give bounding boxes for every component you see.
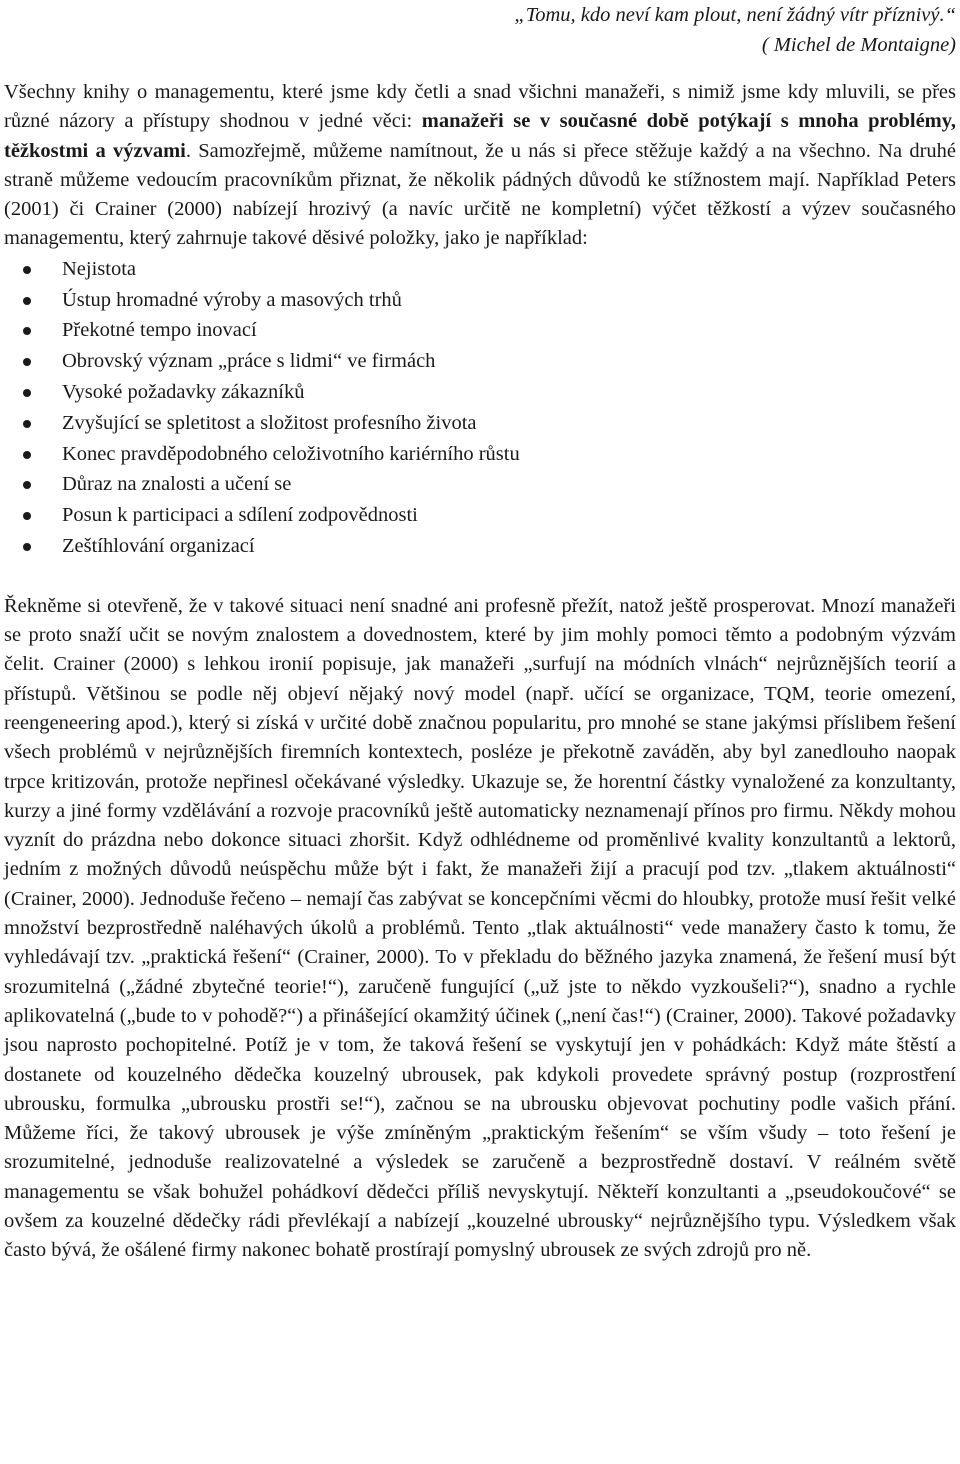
list-item (4, 346, 956, 377)
list-item-text: Důraz na znalosti a učení se (62, 473, 292, 496)
list-item-text: Ústup hromadné výroby a masových trhů (62, 288, 402, 311)
list-item (4, 439, 956, 470)
intro-bold-text: manažeři se v současné době potýkají s mnoha problémy, těžkostmi a výzvami (4, 110, 956, 162)
bullet-icon (23, 297, 31, 305)
quote-author: ( Michel de Montaigne) (761, 34, 956, 56)
list-item-text: Zeštíhlování organizací (62, 534, 255, 557)
list-item (4, 285, 956, 316)
bullet-icon (23, 266, 31, 274)
list-item-text: Konec pravděpodobného celoživotního kariérního růstu (62, 442, 520, 465)
bullet-icon (23, 512, 31, 520)
list-item-text: Nejistota (62, 257, 137, 280)
bullet-icon (23, 420, 31, 428)
list-item (4, 377, 956, 408)
intro-rest-text: . Samozřejmě, můžeme namítnout, že u nás si přece stěžuje každý a na všechno. Na druhé straně můžeme vedoucím pracovníkům přiznat, že několik pádných důvodů ke stížnostem mají. Například Peters (2001) či Crainer (2000) nabízejí hrozivý (a navíc určitě ne kompletní) výčet těžkostí a výzev současného managementu, který zahrnuje takové děsivé položky, jako je například: (4, 139, 956, 250)
list-item (4, 531, 956, 562)
list-item (4, 469, 956, 500)
document-page (4, 0, 956, 1266)
list-item (4, 500, 956, 531)
challenges-list (4, 254, 956, 562)
epigraph-quote (4, 0, 956, 60)
list-item-text: Překotné tempo inovací (62, 319, 257, 342)
bullet-icon (23, 451, 31, 459)
bullet-icon (23, 358, 31, 366)
list-item-text: Obrovský význam „práce s lidmi“ ve firmách (62, 350, 436, 373)
list-item-text: Vysoké požadavky zákazníků (62, 380, 305, 403)
bullet-icon (23, 543, 31, 551)
bullet-icon (23, 389, 31, 397)
main-paragraph: Řekněme si otevřeně, že v takové situaci není snadné ani profesně přežít, natož ještě prosperovat. Mnozí manažeři se proto snaží učit se novým znalostem a dovednostem, které by jim mohly pomoci těmto a podobným výzvám čelit. Crainer (2000) s lehkou ironií popisuje, jak manažeři „surfují na módních vlnách“ nejrůznějších teorií a přístupů. Většinou se podle něj objeví nějaký nový model (např. učící se organizace, TQM, teorie omezení, reengeneering apod.), který si získá v určité době značnou popularitu, pro mnohé se stane jakýmsi příslibem řešení všech problémů v nejrůznějších firemních kontextech, posléze je překotně zaváděn, aby byl zanedlouho naopak trpce kritizován, protože nepřinesl očekávané výsledky. Ukazuje se, že horentní částky vynaložené za konzultanty, kurzy a jiné formy vzdělávání a rozvoje pracovníků ještě automaticky neznamenají přínos pro firmu. Někdy mohou vyznít do prázdna nebo dokonce situaci zhoršit. Když odhlédneme od proměnlivé kvality konzultantů a lektorů, jedním z možných důvodů neúspěchu může být i fakt, že manažeři žijí a pracují pod tzv. „tlakem aktuálnosti“ (Crainer, 2000). Jednoduše řečeno – nemají čas zabývat se koncepčními věcmi do hloubky, protože musí řešit velké množství bezprostředně naléhavých úkolů a problémů. Tento „tlak aktuálnosti“ vede manažery často k tomu, že vyhledávají tzv. „praktická řešení“ (Crainer, 2000). To v překladu do běžného jazyka znamená, že řešení musí být srozumitelná („žádné zbytečné teorie!“), zaručeně fungující („už jste to někdo vyzkoušeli?“), snadno a rychle aplikovatelná („bude to v pohodě?“) a přinášející okamžitý účinek („není čas!“) (Crainer, 2000). Takové požadavky jsou naprosto pochopitelné. Potíž je v tom, že taková řešení se vyskytují jen v pohádkách: Když máte štěstí a dostanete od kouzelného dědečka kouzelný ubrousek, pak kdykoli provedete správný postup (rozprostření ubrousku, formulka „ubrousku prostři se!“), začnou se na ubrousku objevovat pochutiny podle vašich přání. Můžeme říci, že takový ubrousek je výše zmíněným „praktickým řešením“ se vším všudy – toto řešení je srozumitelné, jednoduše realizovatelné a výsledek se zaručeně a bezprostředně dostaví. V reálném světě managementu se však bohužel pohádkoví dědečci příliš nevyskytují. Někteří konzultanti a „pseudokoučové“ se ovšem za kouzelné dědečky rádi převlékají a nabízejí „kouzelné ubrousky“ nejrůznějšího typu. Výsledkem však často bývá, že ošálené firmy nakonec bohatě prostírají pomyslný ubrousek ze svých zdrojů pro ně. (4, 594, 956, 1262)
list-item-text: Posun k participaci a sdílení zodpovědnosti (62, 504, 418, 527)
list-item (4, 408, 956, 439)
bullet-icon (23, 327, 31, 335)
intro-paragraph (4, 78, 956, 254)
intro-text: Všechny knihy o managementu, které jsme kdy četli a snad všichni manažeři, s nimiž jsme kdy mluvili, se přes různé názory a přístupy shodnou v jedné věci: (4, 81, 956, 133)
list-item (4, 315, 956, 346)
quote-text: „Tomu, kdo neví kam plout, není žádný vítr příznivý.“ (514, 4, 956, 26)
bullet-icon (23, 481, 31, 489)
list-item-text: Zvyšující se spletitost a složitost profesního života (62, 411, 477, 434)
list-item (4, 254, 956, 285)
